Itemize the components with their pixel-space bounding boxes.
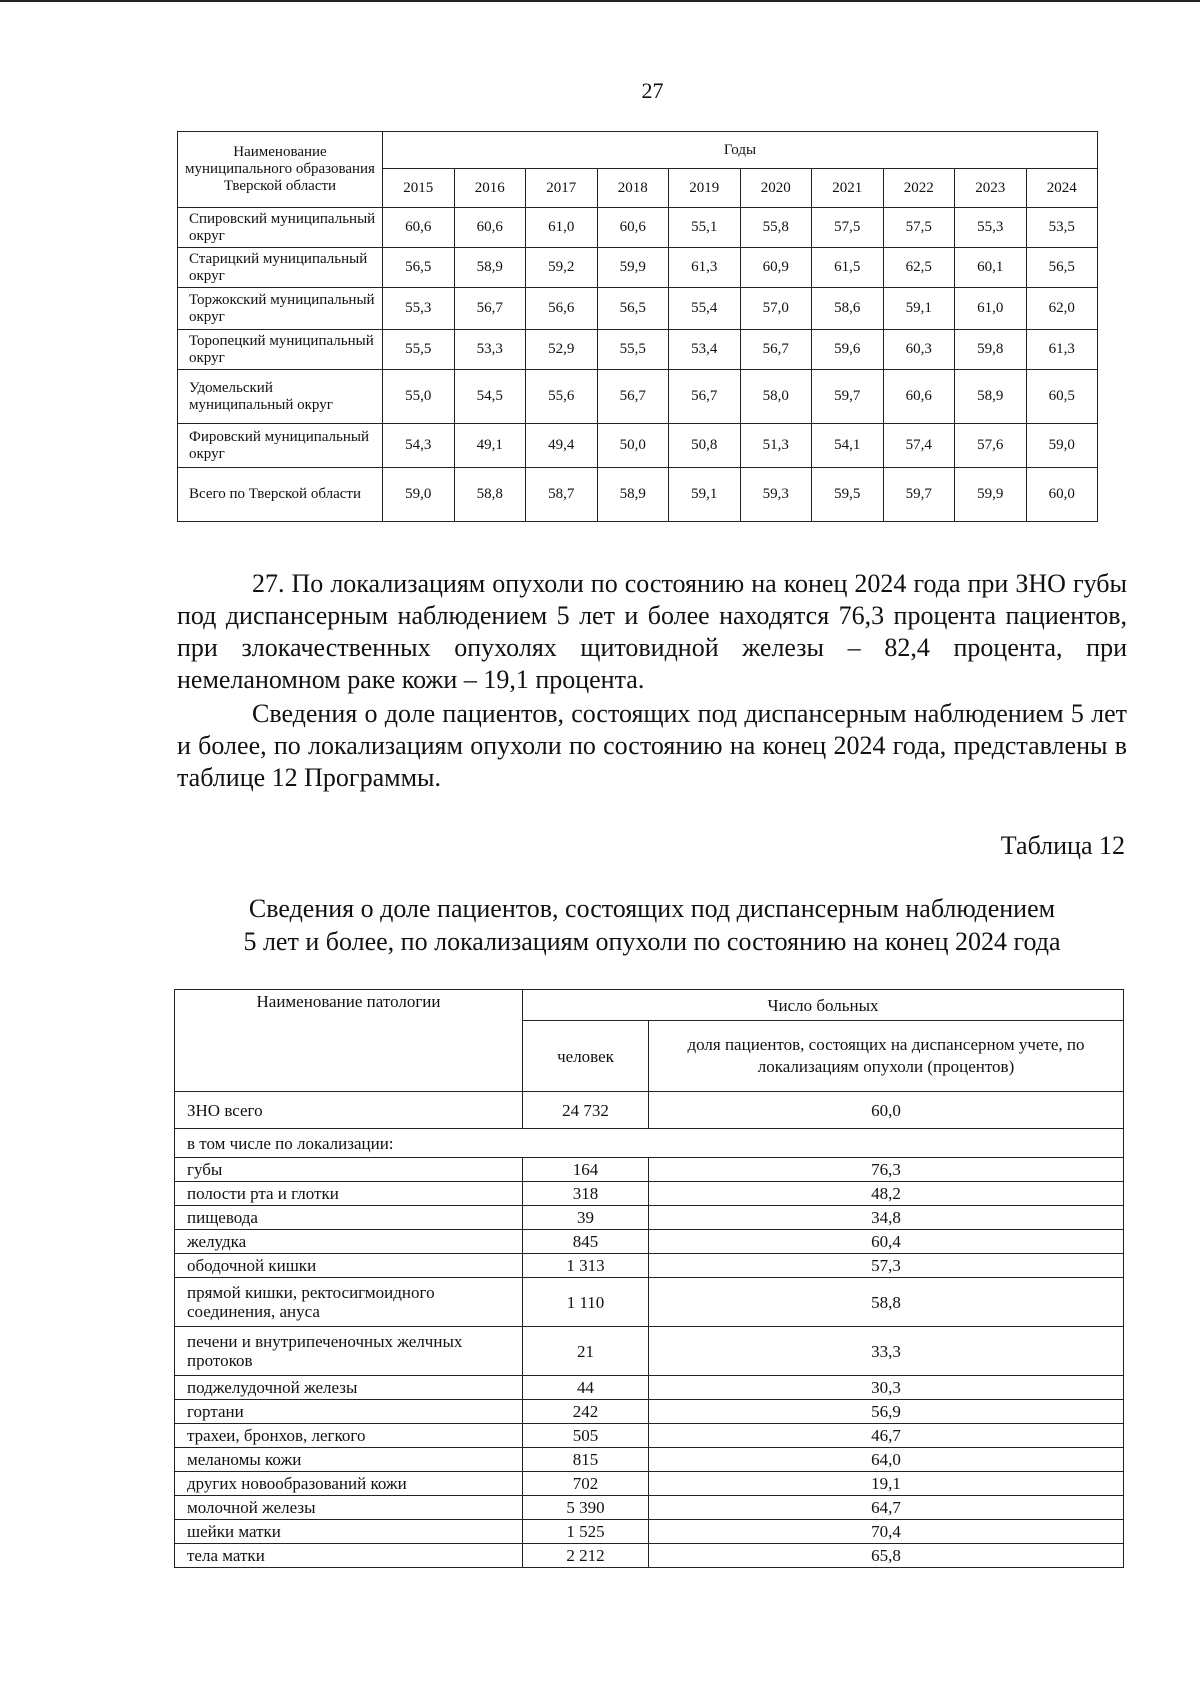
row-name: трахеи, бронхов, легкого: [175, 1424, 523, 1448]
row-name: желудка: [175, 1230, 523, 1254]
row-name: меланомы кожи: [175, 1448, 523, 1472]
table-cell: 60,3: [883, 330, 955, 370]
table-row: [175, 1496, 1124, 1520]
row-people: 815: [523, 1448, 649, 1472]
row-people: 505: [523, 1424, 649, 1448]
table-cell: 54,1: [812, 424, 884, 468]
table1-year: 2019: [669, 169, 741, 208]
row-name: прямой кишки, ректосигмоидного соединения, ануса: [175, 1278, 523, 1327]
table-cell: 51,3: [740, 424, 812, 468]
table1-year: 2020: [740, 169, 812, 208]
table-cell: 56,7: [597, 370, 669, 424]
table-cell: 59,9: [597, 248, 669, 288]
table-cell: 61,3: [1026, 330, 1098, 370]
table-cell: 59,1: [669, 468, 741, 522]
table-cell: 59,1: [883, 288, 955, 330]
table-cell: 59,9: [955, 468, 1027, 522]
table-cell: 60,6: [383, 208, 455, 248]
table-cell: 52,9: [526, 330, 598, 370]
table-row: [175, 1424, 1124, 1448]
row-share: 57,3: [649, 1254, 1124, 1278]
table-cell: 57,4: [883, 424, 955, 468]
table-cell: 59,0: [1026, 424, 1098, 468]
table-cell: 58,6: [812, 288, 884, 330]
row-share: 30,3: [649, 1376, 1124, 1400]
district-name: Спировский муниципальный округ: [178, 208, 383, 248]
table-cell: 59,7: [883, 468, 955, 522]
row-share: 65,8: [649, 1544, 1124, 1568]
table-cell: 56,5: [1026, 248, 1098, 288]
district-name: Удомельский муниципальный округ: [178, 370, 383, 424]
table-cell: 53,3: [454, 330, 526, 370]
table-row: [175, 1520, 1124, 1544]
row-share: 64,7: [649, 1496, 1124, 1520]
table-cell: 59,8: [955, 330, 1027, 370]
table-cell: 58,9: [955, 370, 1027, 424]
table1-year: 2022: [883, 169, 955, 208]
table1-year: 2018: [597, 169, 669, 208]
table-cell: 53,5: [1026, 208, 1098, 248]
table-row: [175, 1254, 1124, 1278]
table-row: [178, 248, 1098, 288]
row-name: поджелудочной железы: [175, 1376, 523, 1400]
table-row: [175, 1544, 1124, 1568]
row-name: других новообразований кожи: [175, 1472, 523, 1496]
table-cell: 60,6: [597, 208, 669, 248]
table-cell: 61,0: [526, 208, 598, 248]
paragraph-table-reference: Сведения о доле пациентов, состоящих под диспансерным наблюдением 5 лет и более, по локализациям опухоли по состоянию на конец 2024 года, представлены в таблице 12 Программы.: [177, 699, 1127, 792]
table-row: [175, 1472, 1124, 1496]
table2-header-group: Число больных: [523, 990, 1124, 1021]
table2-header-name: Наименование патологии: [175, 990, 523, 1092]
row-people: 44: [523, 1376, 649, 1400]
table-row: [178, 288, 1098, 330]
table-cell: 58,7: [526, 468, 598, 522]
table-cell: 49,4: [526, 424, 598, 468]
page-number: 27: [641, 78, 664, 103]
table2-header-people: человек: [523, 1021, 649, 1092]
table-cell: 55,3: [955, 208, 1027, 248]
table-caption: [177, 892, 1127, 958]
table-cell: 55,8: [740, 208, 812, 248]
table-cell: 58,0: [740, 370, 812, 424]
table-cell: 56,6: [526, 288, 598, 330]
table-cell: 57,5: [883, 208, 955, 248]
table-cell: 62,0: [1026, 288, 1098, 330]
district-name: Старицкий муниципальный округ: [178, 248, 383, 288]
row-people: 1 110: [523, 1278, 649, 1327]
district-name: Торжокский муниципальный округ: [178, 288, 383, 330]
table-cell: 58,9: [597, 468, 669, 522]
table-cell: 56,7: [454, 288, 526, 330]
table-row: [175, 1092, 1124, 1129]
table-cell: 57,0: [740, 288, 812, 330]
table-caption-line: Сведения о доле пациентов, состоящих под диспансерным наблюдением: [248, 894, 1056, 923]
table-cell: 49,1: [454, 424, 526, 468]
table-row: [175, 1400, 1124, 1424]
table-row: [175, 1158, 1124, 1182]
table1-body: [178, 208, 1098, 522]
table-row: [175, 1327, 1124, 1376]
row-people: 1 313: [523, 1254, 649, 1278]
row-people: 39: [523, 1206, 649, 1230]
table-cell: 56,5: [597, 288, 669, 330]
table1-header-name: Наименование муниципального образования Тверской области: [178, 132, 383, 208]
district-name: Всего по Тверской области: [178, 468, 383, 522]
table-row: [175, 1278, 1124, 1327]
table-cell: 53,4: [669, 330, 741, 370]
table1-year: 2023: [955, 169, 1027, 208]
table-row: [178, 330, 1098, 370]
table-label: Таблица 12: [1000, 831, 1125, 860]
table-row: [175, 1448, 1124, 1472]
table-cell: 58,9: [454, 248, 526, 288]
row-name: тела матки: [175, 1544, 523, 1568]
table1-year: 2016: [454, 169, 526, 208]
table-cell: 55,3: [383, 288, 455, 330]
table-cell: 55,0: [383, 370, 455, 424]
row-name: печени и внутрипеченочных желчных протоков: [175, 1327, 523, 1376]
row-share: 58,8: [649, 1278, 1124, 1327]
table1-year: 2017: [526, 169, 598, 208]
table-cell: 55,5: [597, 330, 669, 370]
row-name: губы: [175, 1158, 523, 1182]
table-cell: 50,8: [669, 424, 741, 468]
table-cell: 60,5: [1026, 370, 1098, 424]
table-subheading-row: [175, 1129, 1124, 1158]
row-share: 60,0: [649, 1092, 1124, 1129]
table-cell: 61,3: [669, 248, 741, 288]
district-name: Торопецкий муниципальный округ: [178, 330, 383, 370]
table1-header-years: Годы: [383, 132, 1098, 169]
table-cell: 60,6: [883, 370, 955, 424]
table-cell: 55,1: [669, 208, 741, 248]
row-people: 24 732: [523, 1092, 649, 1129]
table2-header-share: доля пациентов, состоящих на диспансерном учете, по локализациям опухоли (процентов): [649, 1021, 1124, 1092]
table-cell: 55,6: [526, 370, 598, 424]
table-cell: 60,9: [740, 248, 812, 288]
table1-year: 2021: [812, 169, 884, 208]
row-share: 34,8: [649, 1206, 1124, 1230]
table-cell: 59,3: [740, 468, 812, 522]
table1-year: 2024: [1026, 169, 1098, 208]
localization-table: [174, 989, 1124, 1568]
table-subheading: в том числе по локализации:: [175, 1129, 1124, 1158]
row-people: 702: [523, 1472, 649, 1496]
row-people: 5 390: [523, 1496, 649, 1520]
table-cell: 57,6: [955, 424, 1027, 468]
row-name: молочной железы: [175, 1496, 523, 1520]
table-row: [178, 370, 1098, 424]
row-name: пищевода: [175, 1206, 523, 1230]
table-cell: 59,6: [812, 330, 884, 370]
table-cell: 55,5: [383, 330, 455, 370]
table-cell: 60,6: [454, 208, 526, 248]
row-people: 1 525: [523, 1520, 649, 1544]
table-cell: 59,2: [526, 248, 598, 288]
row-share: 70,4: [649, 1520, 1124, 1544]
table-caption-line: 5 лет и более, по локализациям опухоли по состоянию на конец 2024 года: [243, 927, 1061, 956]
row-name: гортани: [175, 1400, 523, 1424]
row-share: 64,0: [649, 1448, 1124, 1472]
row-people: 2 212: [523, 1544, 649, 1568]
table-row: [175, 1182, 1124, 1206]
page-top-border: [0, 0, 1200, 2]
row-people: 845: [523, 1230, 649, 1254]
table-cell: 57,5: [812, 208, 884, 248]
row-share: 56,9: [649, 1400, 1124, 1424]
row-share: 46,7: [649, 1424, 1124, 1448]
row-people: 21: [523, 1327, 649, 1376]
table2-body: [175, 1158, 1124, 1568]
row-name: ЗНО всего: [175, 1092, 523, 1129]
row-name: шейки матки: [175, 1520, 523, 1544]
table-cell: 56,7: [740, 330, 812, 370]
row-people: 242: [523, 1400, 649, 1424]
table-row: [178, 468, 1098, 522]
row-name: полости рта и глотки: [175, 1182, 523, 1206]
table-cell: 55,4: [669, 288, 741, 330]
table-cell: 60,0: [1026, 468, 1098, 522]
table-cell: 56,7: [669, 370, 741, 424]
table-row: [175, 1376, 1124, 1400]
table-cell: 54,3: [383, 424, 455, 468]
table-cell: 59,7: [812, 370, 884, 424]
row-share: 76,3: [649, 1158, 1124, 1182]
table-cell: 61,0: [955, 288, 1027, 330]
table-cell: 54,5: [454, 370, 526, 424]
row-share: 48,2: [649, 1182, 1124, 1206]
table-row: [175, 1206, 1124, 1230]
districts-table: [177, 131, 1098, 522]
table-row: [178, 424, 1098, 468]
table-cell: 60,1: [955, 248, 1027, 288]
table1-year: 2015: [383, 169, 455, 208]
row-share: 60,4: [649, 1230, 1124, 1254]
district-name: Фировский муниципальный округ: [178, 424, 383, 468]
row-name: ободочной кишки: [175, 1254, 523, 1278]
paragraph-27: 27. По локализациям опухоли по состоянию на конец 2024 года при ЗНО губы под диспансерным наблюдением 5 лет и более находятся 76,3 процента пациентов, при злокачественных опухолях щитовидной железы – 82,4 процента, при немеланомном раке кожи – 19,1 процента.: [177, 569, 1127, 694]
table-cell: 61,5: [812, 248, 884, 288]
table-cell: 58,8: [454, 468, 526, 522]
table-cell: 56,5: [383, 248, 455, 288]
row-share: 19,1: [649, 1472, 1124, 1496]
row-people: 164: [523, 1158, 649, 1182]
row-people: 318: [523, 1182, 649, 1206]
table-cell: 62,5: [883, 248, 955, 288]
table-cell: 59,0: [383, 468, 455, 522]
row-share: 33,3: [649, 1327, 1124, 1376]
table-row: [175, 1230, 1124, 1254]
table-cell: 59,5: [812, 468, 884, 522]
table-row: [178, 208, 1098, 248]
table-cell: 50,0: [597, 424, 669, 468]
